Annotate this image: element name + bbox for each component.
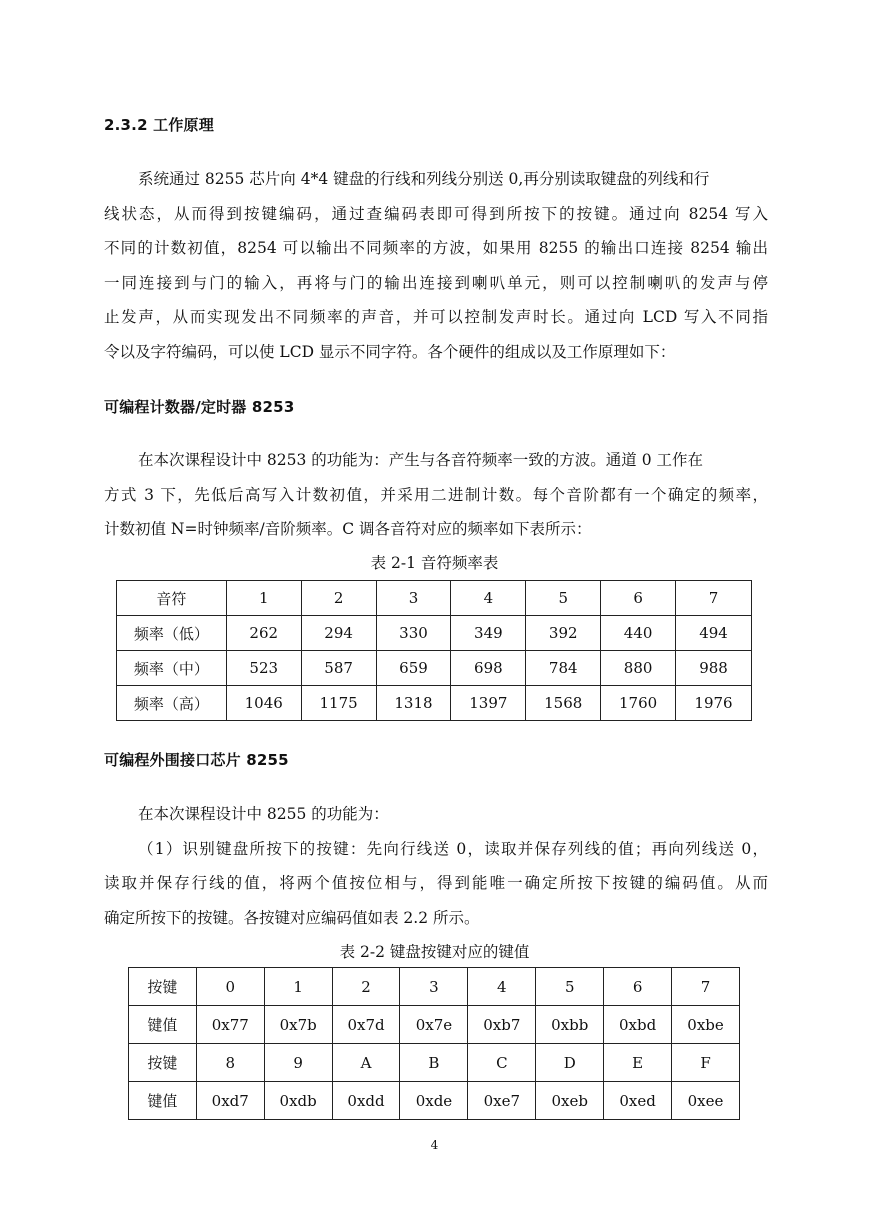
paragraph-line: 不同的计数初值，8254 可以输出不同频率的方波，如果用 8255 的输出口连接 8254 输出: [104, 239, 768, 257]
table-cell: 0xdb: [264, 1082, 332, 1120]
table-cell: 0x7d: [332, 1006, 400, 1044]
table-cell: 1976: [676, 686, 752, 721]
table-cell: 5: [536, 968, 604, 1006]
table-cell: 0x7e: [400, 1006, 468, 1044]
paragraph-line: 系统通过 8255 芯片向 4*4 键盘的行线和列线分别送 0,再分别读取键盘的列线和行: [138, 170, 710, 188]
table-cell: 2: [301, 581, 376, 616]
table-row: [117, 651, 752, 686]
paragraph-line: （1）识别键盘所按下的按键：先向行线送 0，读取并保存列线的值；再向列线送 0，: [138, 839, 768, 858]
table-cell: F: [672, 1044, 740, 1082]
table-cell: 0xdd: [332, 1082, 400, 1120]
table-cell: 1568: [526, 686, 601, 721]
note-frequency-table: [116, 580, 752, 721]
table-row: [117, 686, 752, 721]
paragraph-line: 止发声，从而实现发出不同频率的声音，并可以控制发声时长。通过向 LCD 写入不同指: [104, 308, 768, 326]
table-row-header-cell: 频率（低）: [117, 616, 227, 651]
table-cell: A: [332, 1044, 400, 1082]
table-cell: 349: [451, 616, 526, 651]
table-cell: B: [400, 1044, 468, 1082]
table-cell: 1: [226, 581, 301, 616]
table-row-header-cell: 键值: [129, 1082, 197, 1120]
timer-8253-paragraph: [104, 443, 768, 547]
paragraph-line: 读取并保存行线的值，将两个值按位相与，得到能唯一确定所按下按键的编码值。从而: [104, 874, 768, 892]
table-cell: 9: [264, 1044, 332, 1082]
section-heading-timer-8253: 可编程计数器/定时器 8253: [104, 398, 295, 416]
table-cell: 0xb7: [468, 1006, 536, 1044]
table-cell: 0xbe: [672, 1006, 740, 1044]
table-row-header-cell: 键值: [129, 1006, 197, 1044]
table-cell: 0x7b: [264, 1006, 332, 1044]
section-heading-chip-8255: 可编程外围接口芯片 8255: [104, 751, 289, 769]
chip-8255-paragraph: [104, 797, 768, 935]
table-row: [129, 1006, 740, 1044]
paragraph-line: 一同连接到与门的输入，再将与门的输出连接到喇叭单元，则可以控制喇叭的发声与停: [104, 273, 768, 292]
table-row-header-cell: 频率（高）: [117, 686, 227, 721]
table-cell: 7: [676, 581, 752, 616]
table-caption-key-values: 表 2-2 键盘按键对应的键值: [339, 943, 530, 961]
table-cell: 392: [526, 616, 601, 651]
paragraph-line: 方式 3 下，先低后高写入计数初值，并采用二进制计数。每个音阶都有一个确定的频率，: [104, 485, 768, 504]
paragraph-line: 在本次课程设计中 8255 的功能为：: [138, 805, 389, 823]
table-row: [117, 616, 752, 651]
table-cell: 1397: [451, 686, 526, 721]
table-row: [129, 1044, 740, 1082]
paragraph-line: 在本次课程设计中 8253 的功能为：产生与各音符频率一致的方波。通道 0 工作在: [138, 451, 704, 469]
table-cell: 0: [196, 968, 264, 1006]
table-cell: 262: [226, 616, 301, 651]
table-cell: 0xbb: [536, 1006, 604, 1044]
table-cell: 6: [601, 581, 676, 616]
table-cell: 988: [676, 651, 752, 686]
page-number: 4: [430, 1138, 439, 1152]
table-row: [129, 968, 740, 1006]
table-row-header-cell: 频率（中）: [117, 651, 227, 686]
table-cell: D: [536, 1044, 604, 1082]
table-cell: 3: [400, 968, 468, 1006]
table-cell: 698: [451, 651, 526, 686]
table-cell: E: [604, 1044, 672, 1082]
table-cell: 0xd7: [196, 1082, 264, 1120]
table-row-header-cell: 按键: [129, 968, 197, 1006]
table-cell: 0xde: [400, 1082, 468, 1120]
paragraph-line: 线状态，从而得到按键编码，通过查编码表即可得到所按下的按键。通过向 8254 写入: [104, 204, 768, 223]
table-cell: 494: [676, 616, 752, 651]
table-cell: 880: [601, 651, 676, 686]
table-cell: 3: [376, 581, 451, 616]
table-cell: 330: [376, 616, 451, 651]
keyboard-key-value-table: [128, 967, 740, 1120]
table-cell: 294: [301, 616, 376, 651]
table-row: [129, 1082, 740, 1120]
table-row: [117, 581, 752, 616]
table-cell: 0xeb: [536, 1082, 604, 1120]
table-cell: 0xe7: [468, 1082, 536, 1120]
working-principle-paragraph: [104, 162, 768, 369]
table-cell: 8: [196, 1044, 264, 1082]
table-cell: 7: [672, 968, 740, 1006]
table-cell: 1046: [226, 686, 301, 721]
table-caption-note-frequency: 表 2-1 音符频率表: [370, 554, 499, 572]
table-cell: 0x77: [196, 1006, 264, 1044]
table-row-header-cell: 按键: [129, 1044, 197, 1082]
table-cell: 523: [226, 651, 301, 686]
table-cell: 587: [301, 651, 376, 686]
table-cell: 0xee: [672, 1082, 740, 1120]
table-cell: 1175: [301, 686, 376, 721]
section-heading-working-principle: 2.3.2 工作原理: [104, 116, 214, 134]
table-cell: 6: [604, 968, 672, 1006]
table-cell: 1318: [376, 686, 451, 721]
paragraph-line: 令以及字符编码，可以使 LCD 显示不同字符。各个硬件的组成以及工作原理如下：: [104, 342, 676, 361]
table-cell: 4: [451, 581, 526, 616]
table-cell: 1760: [601, 686, 676, 721]
table-cell: 2: [332, 968, 400, 1006]
table-cell: 784: [526, 651, 601, 686]
table-cell: 0xed: [604, 1082, 672, 1120]
table-cell: C: [468, 1044, 536, 1082]
table-cell: 1: [264, 968, 332, 1006]
table-cell: 4: [468, 968, 536, 1006]
table-cell: 440: [601, 616, 676, 651]
table-cell: 5: [526, 581, 601, 616]
paragraph-line: 计数初值 N=时钟频率/音阶频率。C 调各音符对应的频率如下表所示：: [104, 520, 592, 538]
table-cell: 0xbd: [604, 1006, 672, 1044]
paragraph-line: 确定所按下的按键。各按键对应编码值如表 2.2 所示。: [104, 908, 480, 927]
table-row-header-cell: 音符: [117, 581, 227, 616]
table-cell: 659: [376, 651, 451, 686]
